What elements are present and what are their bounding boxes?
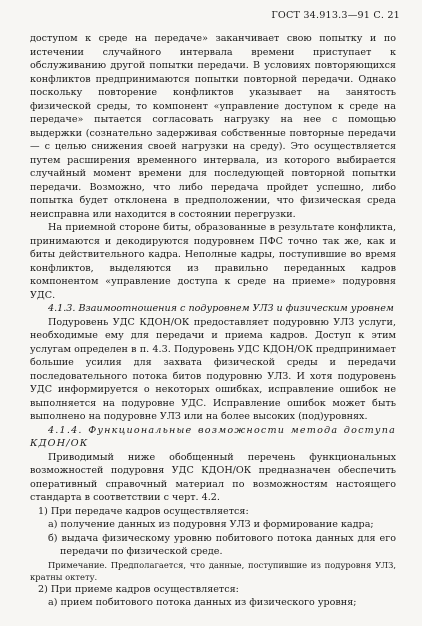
paragraph-3: Подуровень УДС КДОН/ОК предоставляет подуровню УЛЗ услуги, необходимые ему для передачи и приема кадров. Доступ к этим услугам определен в п. 4.3. Подуровень УДС КДОН/ОК предпринимает большие усилия для захвата физической среды и передачи последовательного потока битов подуровню УЛЗ. И хотя подуровень УДС информируется о некоторых ошибках, исправление ошибок не выполняется на подуровне УДС. Исправление ошибок может быть выполнено на подуровне УЛЗ или на более высоких (под)уровнях.	[30, 316, 396, 422]
section-4-1-4-title: 4.1.4. Функциональные возможности метода доступа КДОН/ОК	[30, 424, 396, 449]
paragraph-2: На приемной стороне биты, образованные в результате конфликта, принимаются и декодируются подуровнем ПФС точно так же, как и биты действительного кадра. Неполные кадры, поступившие во время конфликтов, выделяются из правильно переданных кадров компонентом «управление доступа к среде на приеме» подуровня УДС.	[30, 222, 396, 301]
document-body	[30, 32, 396, 610]
list-item-2: 2) При приеме кадров осуществляется:	[38, 583, 239, 595]
section-4-1-3-heading	[30, 302, 396, 316]
paragraph-4: Приводимый ниже обобщенный перечень функциональных возможностей подуровня УДС КДОН/ОК предназначен обеспечить оперативный справочный материал по возможностям настоящего стандарта в соответствии с черт. 4.2.	[30, 451, 396, 503]
note: Примечание. Предполагается, что данные, поступившие из подуровня УЛЗ, кратны октету.	[30, 559, 396, 582]
page-header: ГОСТ 34.913.3—91 С. 21	[271, 10, 400, 21]
list-item-1b: б) выдача физическому уровню побитового потока данных для его передачи по физической среде.	[48, 532, 396, 557]
list-item-2a: а) прием побитового потока данных из физического уровня;	[48, 597, 357, 608]
section-4-1-4-heading	[30, 424, 396, 451]
section-4-1-3-title: 4.1.3. Взаимоотношения с подуровнем УЛЗ и физическим уровнем	[48, 303, 394, 314]
list-item-1: 1) При передаче кадров осуществляется:	[38, 505, 249, 517]
paragraph-1: доступом к среде на передаче» заканчивает свою попытку и по истечении случайного интервала времени приступает к обслуживанию другой попытки передачи. В условиях повторяющихся конфликтов предпринимаются попытки повторной передачи. Однако поскольку повторение конфликтов указывает на занятость физической среды, то компонент «управление доступом к среде на передаче» пытается согласовать нагрузку на нее с помощью выдержки (сознательно задерживая собственные повторные передачи — с целью снижения своей нагрузки на среду). Это осуществляется путем расширения временного интервала, из которого выбирается случайный момент времени для последующей повторной попытки передачи. Возможно, что либо передача пройдет успешно, либо попытка будет отклонена в предположении, что физическая среда неисправна или находится в состоянии перегрузки.	[30, 33, 396, 220]
list-item-1a: а) получение данных из подуровня УЛЗ и формирование кадра;	[48, 519, 374, 530]
